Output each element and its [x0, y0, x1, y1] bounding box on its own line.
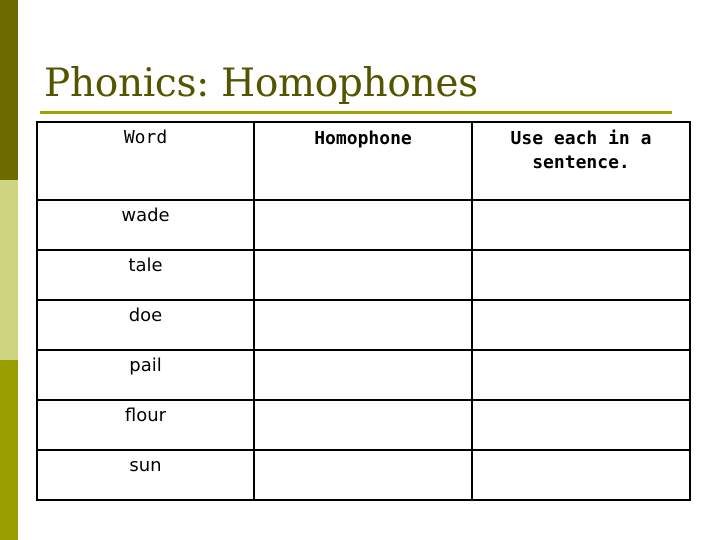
- word-cell: pail: [37, 350, 254, 400]
- homophone-cell[interactable]: [254, 350, 472, 400]
- sentence-cell[interactable]: [472, 350, 690, 400]
- sentence-cell[interactable]: [472, 400, 690, 450]
- homophone-cell[interactable]: [254, 250, 472, 300]
- table-row: [37, 350, 690, 400]
- side-bar-top: [0, 0, 18, 180]
- word-cell: wade: [37, 200, 254, 250]
- word-cell: tale: [37, 250, 254, 300]
- slide-title: Phonics: Homophones: [44, 61, 478, 106]
- homophone-cell[interactable]: [254, 300, 472, 350]
- table-row: [37, 200, 690, 250]
- header-sentence: Use each in a sentence.: [472, 122, 690, 200]
- word-cell: doe: [37, 300, 254, 350]
- side-bar-bottom: [0, 360, 18, 540]
- homophones-table: [36, 121, 691, 501]
- table-header-row: [37, 122, 690, 200]
- title-underline: [40, 111, 672, 114]
- table-row: [37, 400, 690, 450]
- side-bar-middle: [0, 180, 18, 360]
- sentence-cell[interactable]: [472, 250, 690, 300]
- header-word: Word: [37, 122, 254, 200]
- word-cell: flour: [37, 400, 254, 450]
- sentence-cell[interactable]: [472, 200, 690, 250]
- table-row: [37, 300, 690, 350]
- homophone-cell[interactable]: [254, 400, 472, 450]
- word-cell: sun: [37, 450, 254, 500]
- header-homophone: Homophone: [254, 122, 472, 200]
- homophone-cell[interactable]: [254, 450, 472, 500]
- homophone-cell[interactable]: [254, 200, 472, 250]
- table-row: [37, 450, 690, 500]
- table-row: [37, 250, 690, 300]
- sentence-cell[interactable]: [472, 300, 690, 350]
- sentence-cell[interactable]: [472, 450, 690, 500]
